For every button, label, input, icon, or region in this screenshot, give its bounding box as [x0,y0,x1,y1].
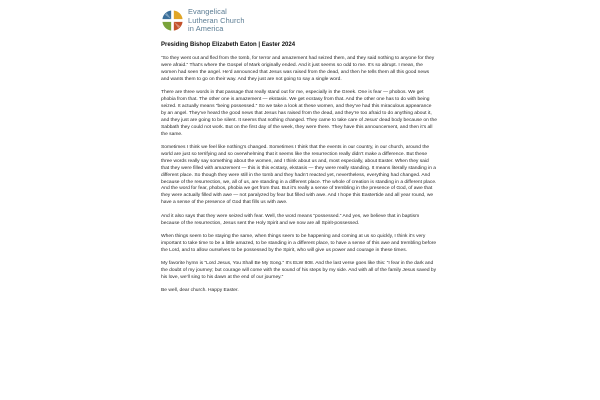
logo-line: in America [188,24,224,34]
document-body [161,56,437,301]
logo-line: Lutheran Church [188,15,245,25]
paragraph: Be well, dear church. Happy Easter. [161,288,239,294]
paragraph: “So they went out and fled from the tomb, for terror and amazement had seized them, and they said nothing to anyone for they were afraid.” That’s where the Gospel of Mark originally ended. And it just seems so odd to me. It’s so abrupt. I mean, the women had seen the angel. He’d announced that Jesus was raised from the dead, and then he tells them all this good news and wants them to go on their way. And they just are not going to say a single word. [161,56,435,82]
paragraph: When things seem to be staying the same, when things seem to be happening and coming at us so quickly, I think it’s very important to take time to be a little amazed, to be standing in a different place, to have a sense of this awe and trembling before the Lord, and to allow ourselves to be possessed by the Spirit, who will give us power and courage in these times. [161,233,437,253]
logo-line: Evangelical [188,7,227,16]
elca-logo [161,8,245,34]
cross-logo-icon [161,9,184,32]
document-title: Presiding Bishop Elizabeth Eaton | Easter 2024 [161,42,296,48]
paragraph: And it also says that they were seized with fear. Well, the word means “possessed.” And yes, we believe that in baptism because of the resurrection, Jesus sent the Holy Spirit and we now are all Spirit-possessed. [161,213,420,226]
paragraph: Sometimes I think we feel like nothing’s changed. Sometimes I think that the events in our country, in our church, around the world are just so terrifying and so overwhelming that it seems like the resurrection really didn’t make a difference. But these three words really say something about the women, and I think about us and, most especially, about Easter. When they said that they were filled with amazement — this is this ecstasy, ekstasis — they were really standing. It means literally standing in a different place. So though they were still in the tomb and they hadn’t reacted yet, nevertheless, everything had changed. And because of the resurrection, we, all of us, are standing in a different place. The whole of creation is standing in a different place. And the word for fear, phobos, phobia we get from that. But it’s really a sense of trembling in the presence of God, of awe that they were actually filled with awe — not paralyzed by fear but filled with awe. And I hope this Eastertide and all year round, we have a sense of the presence of God that fills us with awe. [161,144,437,206]
paragraph: There are three words in that passage that really stand out for me, especially in the Greek. One is fear — phobos. We get phobia from that. The other one is amazement — ekstasis. We get ecstasy from that. And the other one has to do with being seized. It actually means “being possessed.” So we take a look at these women, and they’ve had this miraculous appearance by an angel. They’ve heard the good news that Jesus has raised from the dead, and they’re too afraid to do anything about it, and they just are going to be silent. It seems that nothing changed. They came to take care of Jesus’ dead body because on the Sabbath they could not work. But on the first day of the week, they were there. They have this announcement, and then it’s all the same. [161,90,437,137]
logo-wordmark [188,8,245,34]
paragraph: My favorite hymn is “Lord Jesus, You Shall Be My Song.” It’s ELW 808. And the last verse goes like this: “I fear in the dark and the doubt of my journey; but courage will come with the sound of his steps by my side. And with all of the family Jesus saved by his love, we’ll sing to his dawn at the end of our journey.” [161,261,437,280]
